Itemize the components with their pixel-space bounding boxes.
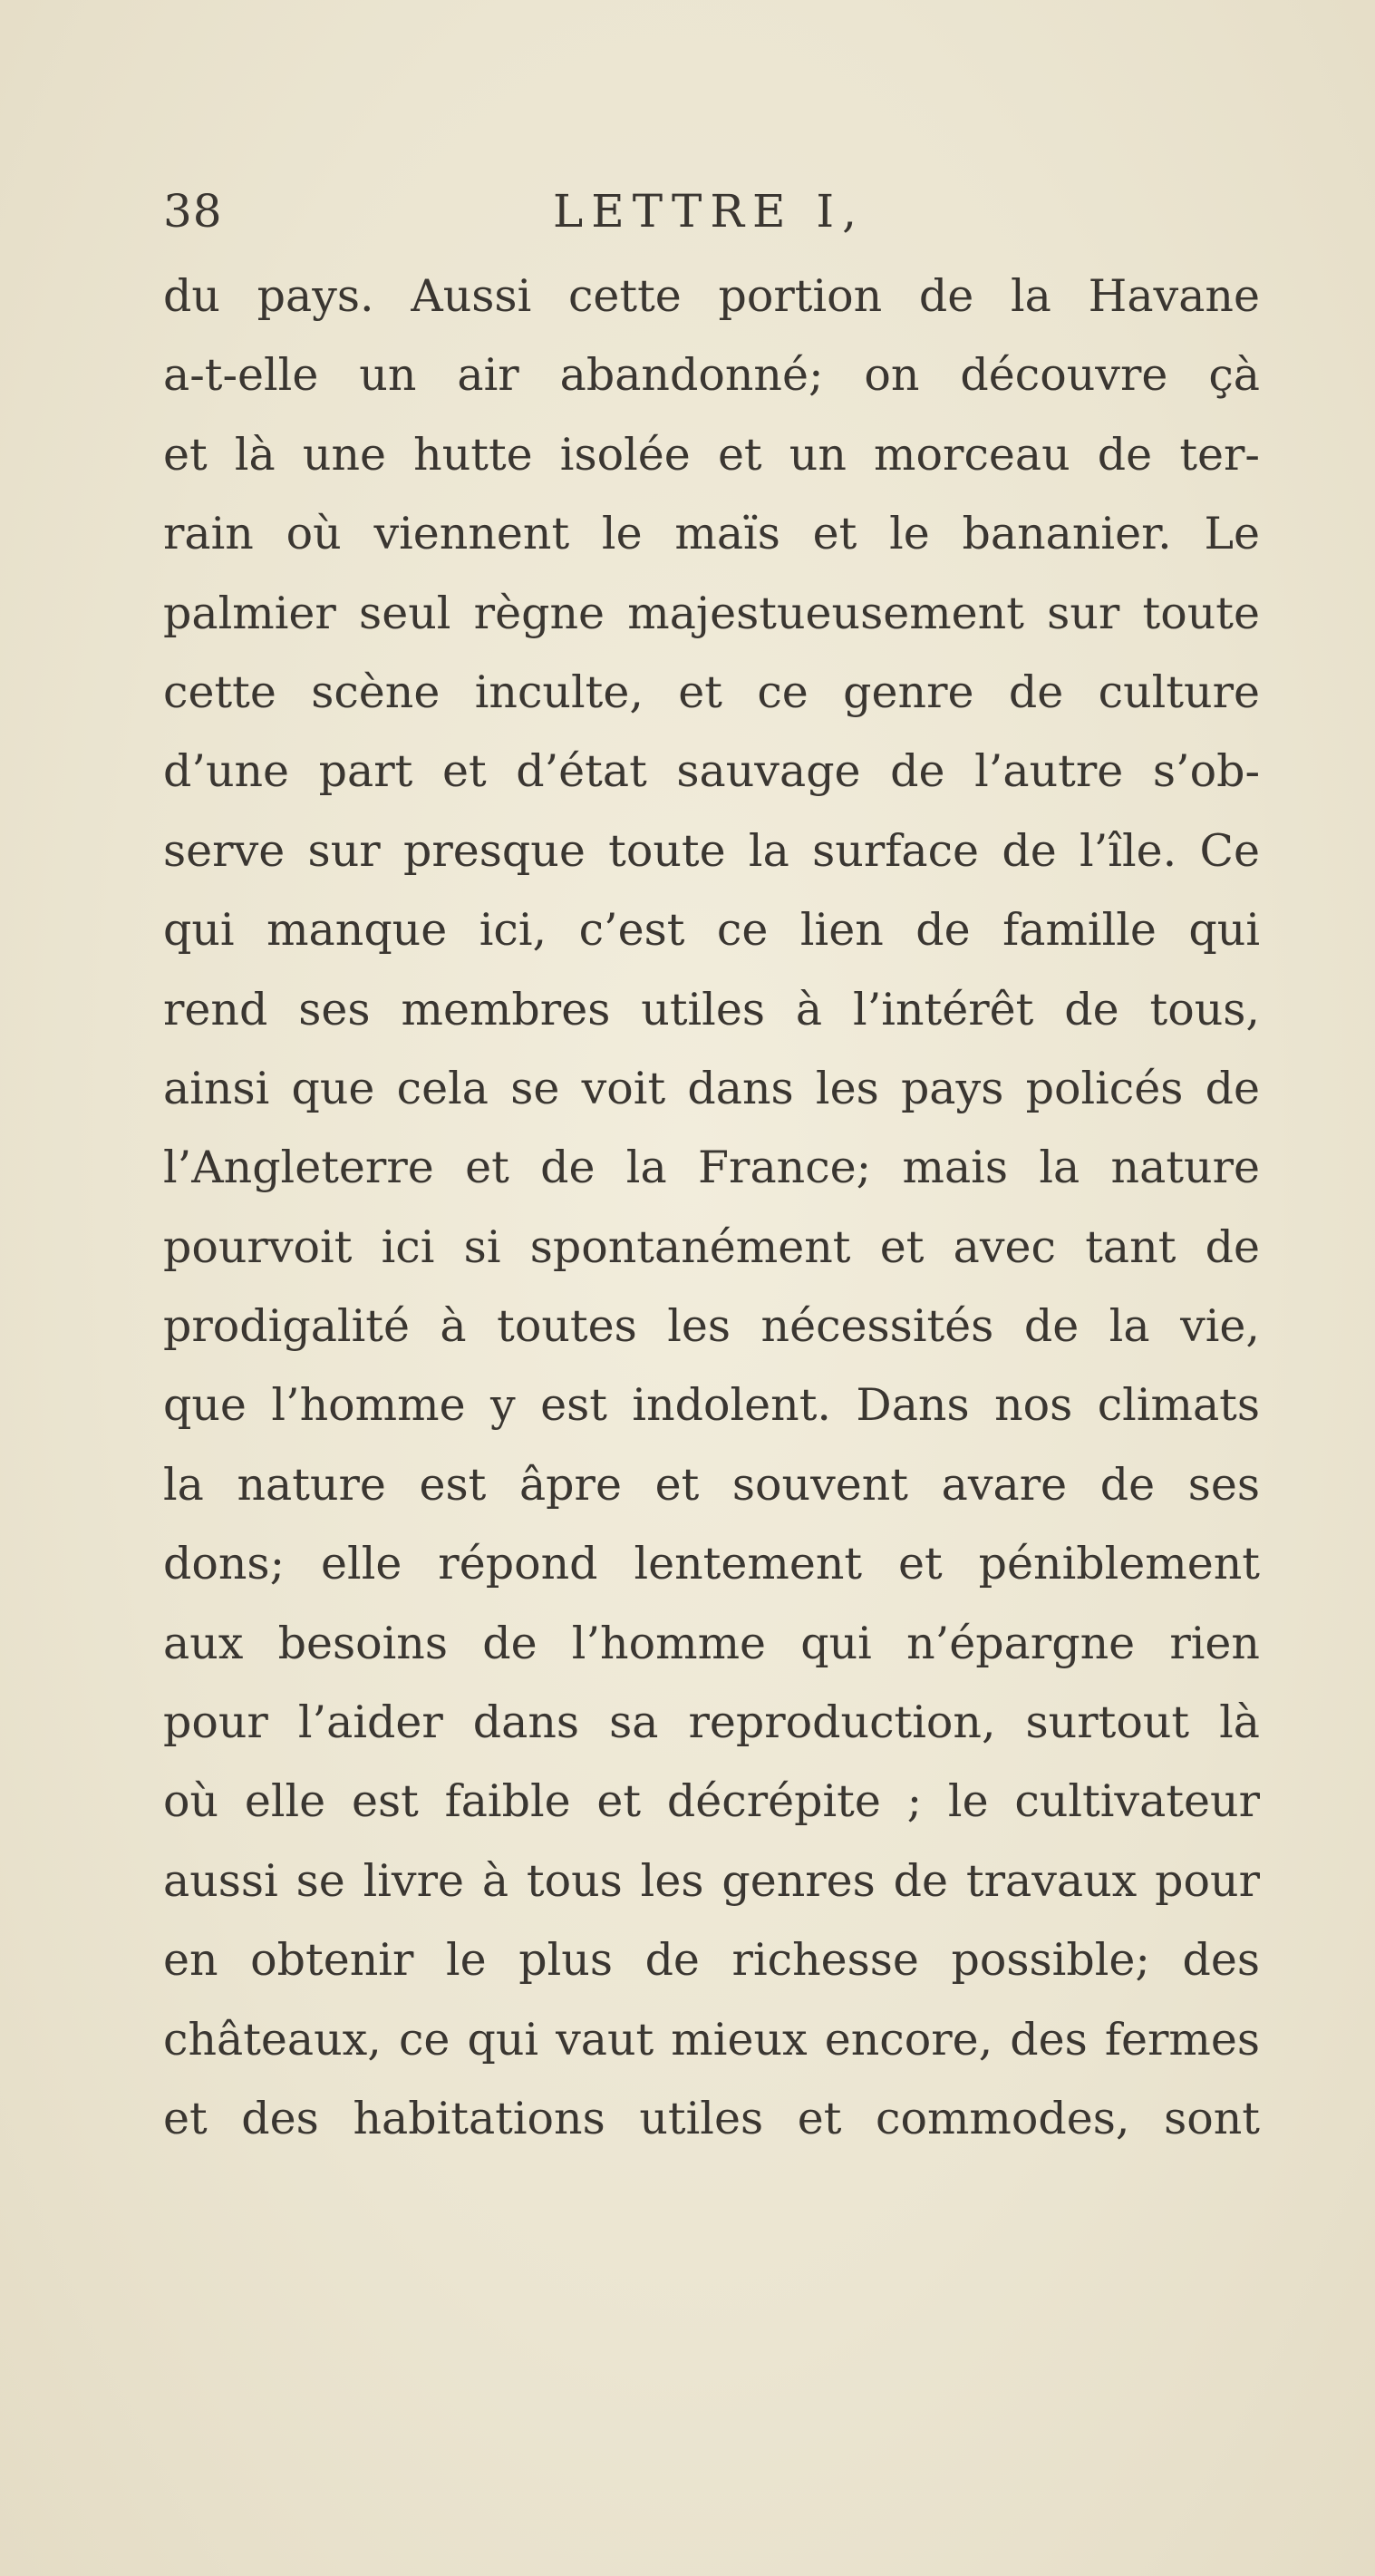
text-line: dons; elle répond lentement et péniblement <box>163 1538 1260 1590</box>
text-line: que l’homme y est indolent. Dans nos climats <box>163 1379 1260 1432</box>
body-text <box>163 257 1260 2158</box>
text-line: et là une hutte isolée et un morceau de ter- <box>163 428 1260 481</box>
text-line: d’une part et d’état sauvage de l’autre s’ob- <box>163 745 1260 798</box>
text-line: ainsi que cela se voit dans les pays policés de <box>163 1062 1260 1114</box>
text-line: prodigalité à toutes les nécessités de la vie, <box>163 1300 1260 1353</box>
text-line: du pays. Aussi cette portion de la Havane <box>163 270 1260 322</box>
text-line: la nature est âpre et souvent avare de ses <box>163 1458 1260 1511</box>
text-line: châteaux, ce qui vaut mieux encore, des fermes <box>163 2013 1260 2066</box>
text-line: serve sur presque toute la surface de l’île. Ce <box>163 824 1260 877</box>
text-line: en obtenir le plus de richesse possible; des <box>163 1934 1260 1987</box>
text-line: qui manque ici, c’est ce lien de famille qui <box>163 904 1260 957</box>
text-line: aux besoins de l’homme qui n’épargne rien <box>163 1617 1260 1669</box>
text-line: l’Angleterre et de la France; mais la nature <box>163 1142 1260 1194</box>
text-line: et des habitations utiles et commodes, sont <box>163 2092 1260 2144</box>
text-line: cette scène inculte, et ce genre de culture <box>163 666 1260 718</box>
text-line: palmier seul règne majestueusement sur toute <box>163 587 1260 639</box>
text-line: rain où viennent le maïs et le bananier. Le <box>163 508 1260 560</box>
text-line: rend ses membres utiles à l’intérêt de tous, <box>163 983 1260 1035</box>
text-line: aussi se livre à tous les genres de travaux pour <box>163 1854 1260 1907</box>
text-line: où elle est faible et décrépite ; le cultivateur <box>163 1775 1260 1828</box>
text-line: pourvoit ici si spontanément et avec tant de <box>163 1220 1260 1273</box>
text-line: pour l’aider dans sa reproduction, surtout là <box>163 1696 1260 1749</box>
text-line: a-t-elle un air abandonné; on découvre çà <box>163 349 1260 402</box>
running-title: LETTRE I, <box>553 185 866 238</box>
page-number: 38 <box>163 185 223 238</box>
page-header <box>163 180 1278 243</box>
